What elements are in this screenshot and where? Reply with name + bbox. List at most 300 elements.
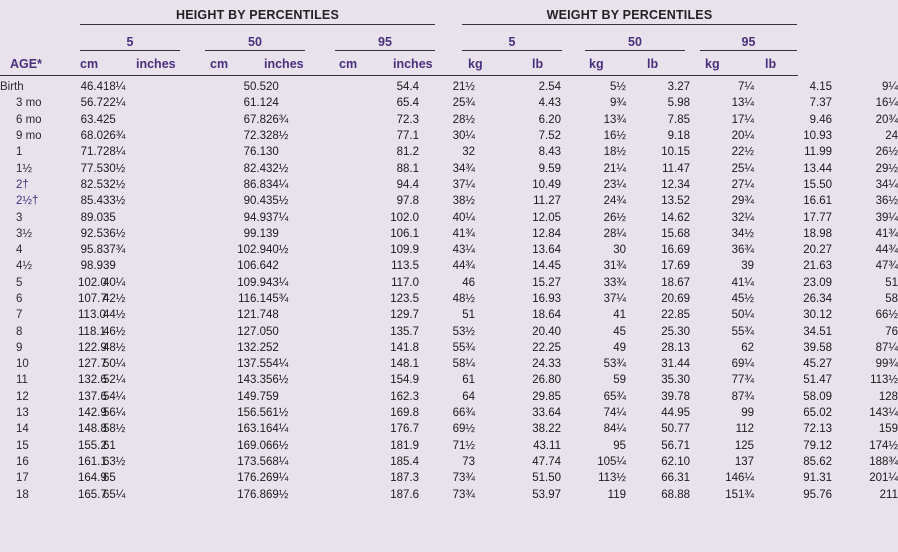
- weight-p5-kg-cell: 22.25: [532, 341, 561, 354]
- height-p5-in-cell: 39: [103, 260, 116, 273]
- height-p50-in-cell: 64¼: [266, 423, 289, 436]
- height-p5-cm-cell: 63.4: [80, 113, 103, 126]
- weight-p95-kg-cell: 34.51: [803, 325, 832, 338]
- weight-p5-lb-cell: 53¾: [603, 358, 626, 371]
- weight-p5-lb-cell: 13¾: [603, 113, 626, 126]
- weight-p50-lb-cell: 151¾: [725, 488, 754, 501]
- height-p5-cm-cell: 164.9: [78, 472, 107, 485]
- weight-p50-lb-cell: 22½: [731, 146, 754, 159]
- weight-p95-kg-cell: 26.34: [803, 293, 832, 305]
- height-p95-in-cell: 69½: [452, 423, 475, 436]
- height-p95-cm-cell: 106.1: [390, 227, 419, 240]
- weight-title-rule: [462, 24, 797, 25]
- height-p5-in-cell: 63½: [103, 455, 126, 468]
- weight-p50-kg-cell: 3.27: [667, 81, 690, 94]
- height-p50-in-cell: 54¼: [266, 358, 289, 371]
- weight-p50-kg-cell: 16.69: [661, 244, 690, 257]
- height-p5-cm-cell: 98.9: [80, 260, 103, 273]
- weight-p50-lb-cell: 27¼: [731, 178, 754, 191]
- height-p50-cm-cell: 90.4: [243, 195, 266, 208]
- height-p5-cm-cell: 102.0: [78, 276, 107, 289]
- weight-p50-lb-cell: 137: [734, 455, 754, 468]
- weight-p5-kg-cell: 51.50: [532, 472, 561, 485]
- weight-p50-kg-cell: 20.69: [661, 293, 690, 305]
- age-cell: 9 mo: [16, 130, 42, 143]
- age-cell: 8: [16, 325, 23, 338]
- age-cell: 7: [16, 309, 23, 322]
- weight-p95-kg-cell: 95.76: [803, 488, 832, 501]
- height-p50-in-cell: 30: [266, 146, 279, 159]
- height-p50-in-cell: 45¾: [266, 293, 289, 305]
- height-p5-cm-cell: 77.5: [80, 162, 103, 175]
- weight-p50-lb-cell: 7¼: [738, 81, 754, 94]
- weight-p5-kg-cell: 4.43: [538, 97, 561, 110]
- weight-p95-kg-cell: 11.99: [804, 146, 832, 159]
- height-p50-in-cell: 40½: [266, 244, 289, 257]
- weight-p5-lb-cell: 119: [607, 488, 626, 501]
- weight-p5-lb-cell: 49: [613, 341, 626, 354]
- table-row: [0, 193, 898, 209]
- weight-p5-kg-cell: 43.11: [533, 439, 561, 452]
- weight-p5-lb-cell: 16½: [603, 130, 626, 143]
- height-p5-in-cell: 52¼: [103, 374, 126, 387]
- weight-p95-lb-cell: 113½: [870, 374, 898, 387]
- weight-p95-kg-cell: 58.09: [803, 390, 832, 403]
- age-cell: 1: [16, 146, 23, 159]
- age-cell: 4½: [16, 260, 32, 273]
- height-p95-cm-cell: 94.4: [396, 178, 419, 191]
- height-p50-in-cell: 37¼: [266, 211, 289, 224]
- weight-p95-lb-cell: 99¾: [875, 358, 898, 371]
- height-p95-in-cell: 21½: [452, 81, 475, 94]
- weight-p5-kg-cell: 26.80: [532, 374, 561, 387]
- weight-p5-lb-cell: 74¼: [603, 407, 626, 420]
- weight-p5-kg-header: kg: [468, 57, 483, 71]
- weight-p5-kg-cell: 2.54: [538, 81, 561, 94]
- age-cell: 18: [16, 488, 29, 501]
- weight-p50-lb-cell: 146¼: [725, 472, 754, 485]
- height-p50-in-cell: 42: [266, 260, 279, 273]
- age-cell: 17: [16, 472, 29, 485]
- height-p50-in-cell: 43¼: [266, 276, 289, 289]
- table-row: [0, 275, 898, 291]
- height-p95-cm-cell: 97.8: [396, 195, 419, 208]
- weight-p5-kg-cell: 7.52: [538, 130, 561, 143]
- height-p50-cm-cell: 82.4: [243, 162, 266, 175]
- height-p50-cm-cell: 76.1: [243, 146, 266, 159]
- height-p5-cm-cell: 68.0: [80, 130, 103, 143]
- table-row: [0, 421, 898, 437]
- height-p5-cm-cell: 71.7: [80, 146, 103, 159]
- height-p95-in-cell: 43¼: [452, 244, 475, 257]
- weight-p5-lb-cell: 5½: [610, 81, 626, 94]
- height-p95-label: 95: [378, 35, 392, 49]
- table-row: [0, 79, 898, 95]
- weight-p50-lb-cell: 36¾: [731, 244, 754, 257]
- height-p5-in-cell: 22¼: [103, 97, 126, 110]
- age-cell: 15: [16, 439, 29, 452]
- height-p5-in-cell: 65¼: [103, 488, 126, 501]
- weight-p50-kg-cell: 50.77: [661, 423, 690, 436]
- height-p95-in-cell: 41¾: [452, 227, 475, 240]
- height-p95-rule: [335, 50, 435, 51]
- height-p95-cm-cell: 65.4: [396, 97, 419, 110]
- weight-p5-lb-cell: 41: [613, 309, 626, 322]
- weight-p5-lb-cell: 65¾: [603, 390, 626, 403]
- height-p50-cm-cell: 106.6: [237, 260, 266, 273]
- weight-p95-lb-cell: 211: [879, 488, 898, 501]
- weight-p5-kg-cell: 6.20: [538, 113, 561, 126]
- height-p95-in-cell: 37¼: [452, 178, 475, 191]
- weight-p5-lb-cell: 59: [613, 374, 626, 387]
- height-p95-cm-cell: 141.8: [390, 341, 419, 354]
- height-p95-in-cell: 28½: [452, 113, 475, 126]
- height-p5-cm-cell: 137.6: [78, 390, 107, 403]
- weight-p5-lb-cell: 21¼: [603, 162, 626, 175]
- height-p50-cm-cell: 156.5: [237, 407, 266, 420]
- weight-p50-kg-cell: 28.13: [661, 341, 690, 354]
- height-p50-rule: [205, 50, 305, 51]
- height-p95-in-cell: 46: [462, 276, 475, 289]
- weight-p5-kg-cell: 12.84: [532, 227, 561, 240]
- table-row: [0, 470, 898, 486]
- height-p5-cm-cell: 148.8: [78, 423, 107, 436]
- height-p5-cm-cell: 155.2: [78, 439, 107, 452]
- age-cell: 9: [16, 341, 23, 354]
- table-row: [0, 405, 898, 421]
- height-p5-cm-cell: 113.0: [78, 309, 106, 322]
- age-cell: 2½†: [16, 195, 39, 208]
- weight-p50-lb-cell: 25¼: [731, 162, 754, 175]
- weight-p50-label: 50: [628, 35, 642, 49]
- height-p5-label: 5: [126, 35, 134, 49]
- height-p50-cm-cell: 116.1: [238, 293, 266, 305]
- weight-p95-kg-cell: 13.44: [803, 162, 832, 175]
- height-p5-cm-header: cm: [80, 57, 99, 71]
- age-cell: 11: [16, 374, 28, 387]
- weight-p5-kg-cell: 10.49: [532, 178, 561, 191]
- header-bottom-rule: [0, 75, 798, 76]
- weight-p50-kg-cell: 14.62: [661, 211, 690, 224]
- weight-p50-lb-cell: 55¾: [731, 325, 754, 338]
- weight-p95-lb-cell: 128: [878, 390, 898, 403]
- weight-p5-lb-cell: 18½: [603, 146, 626, 159]
- weight-p95-kg-header: kg: [705, 57, 720, 71]
- height-p95-in-cell: 32: [462, 146, 475, 159]
- weight-p50-lb-cell: 69¼: [731, 358, 754, 371]
- weight-p50-kg-cell: 10.15: [661, 146, 690, 159]
- height-p50-cm-cell: 94.9: [243, 211, 266, 224]
- weight-p95-kg-cell: 39.58: [803, 341, 832, 354]
- weight-p95-lb-cell: 26½: [875, 146, 898, 159]
- table-row: [0, 389, 898, 405]
- height-p5-cm-cell: 56.7: [80, 97, 103, 110]
- age-cell: 2†: [16, 178, 29, 191]
- weight-p95-kg-cell: 72.13: [803, 423, 832, 436]
- height-p95-in-cell: 30¼: [452, 130, 475, 143]
- weight-p50-kg-cell: 5.98: [667, 97, 690, 110]
- weight-p50-lb-cell: 32¼: [731, 211, 754, 224]
- weight-p5-kg-cell: 11.27: [533, 195, 561, 208]
- table-row: [0, 177, 898, 193]
- age-cell: 4: [16, 244, 23, 257]
- weight-p95-lb-cell: 34¼: [875, 178, 898, 191]
- height-p5-in-cell: 30½: [103, 162, 126, 175]
- weight-p95-rule: [700, 50, 797, 51]
- age-cell: 6 mo: [16, 113, 42, 126]
- table-row: [0, 242, 898, 258]
- weight-p50-lb-header: lb: [647, 57, 659, 71]
- height-title-rule: [80, 24, 435, 25]
- height-p50-cm-cell: 149.7: [237, 390, 266, 403]
- age-cell: Birth: [0, 81, 24, 94]
- height-p50-cm-cell: 143.3: [237, 374, 266, 387]
- weight-p50-lb-cell: 125: [734, 439, 754, 452]
- weight-p5-kg-cell: 47.74: [532, 455, 561, 468]
- weight-p95-kg-cell: 30.12: [803, 309, 832, 322]
- height-p5-in-cell: 46½: [103, 325, 126, 338]
- table-row: [0, 160, 898, 176]
- weight-p5-kg-cell: 20.40: [532, 325, 561, 338]
- weight-p95-lb-cell: 188¾: [869, 455, 898, 468]
- height-p5-in-cell: 44½: [103, 309, 126, 322]
- height-p95-cm-cell: 117.0: [391, 276, 419, 289]
- weight-p95-kg-cell: 10.93: [803, 130, 832, 143]
- height-p95-cm-cell: 81.2: [396, 146, 419, 159]
- height-p5-cm-cell: 165.7: [78, 488, 107, 501]
- table-row: [0, 340, 898, 356]
- weight-p50-lb-cell: 34½: [731, 227, 754, 240]
- height-p95-in-cell: 34¾: [452, 162, 475, 175]
- height-p50-in-cell: 56½: [266, 374, 289, 387]
- weight-p50-kg-cell: 39.78: [661, 390, 690, 403]
- height-p5-in-cell: 26¾: [103, 130, 126, 143]
- weight-p5-kg-cell: 33.64: [532, 407, 561, 420]
- height-p95-cm-cell: 109.9: [390, 244, 419, 257]
- table-row: [0, 356, 898, 372]
- age-cell: 16: [16, 455, 29, 468]
- weight-p5-lb-cell: 28¼: [603, 227, 626, 240]
- height-p50-in-cell: 24: [266, 97, 279, 110]
- height-p50-in-cell: 59: [266, 390, 279, 403]
- height-p95-cm-header: cm: [339, 57, 358, 71]
- weight-p50-lb-cell: 29¾: [731, 195, 754, 208]
- table-row: [0, 486, 898, 502]
- weight-p5-lb-header: lb: [532, 57, 544, 71]
- height-p50-cm-cell: 163.1: [237, 423, 266, 436]
- height-p5-in-cell: 56¼: [103, 407, 126, 420]
- weight-p95-lb-cell: 66½: [875, 309, 898, 322]
- height-p95-cm-cell: 181.9: [390, 439, 419, 452]
- weight-p50-kg-cell: 22.85: [661, 309, 690, 322]
- table-row: [0, 226, 898, 242]
- height-p50-in-cell: 48: [266, 309, 279, 322]
- height-p5-in-cell: 40¼: [103, 276, 126, 289]
- weight-p95-lb-header: lb: [765, 57, 777, 71]
- age-cell: 5: [16, 276, 23, 289]
- weight-p95-lb-cell: 39¼: [875, 211, 898, 224]
- weight-p50-lb-cell: 112: [735, 423, 754, 436]
- height-p50-in-cell: 28½: [266, 130, 289, 143]
- height-p50-cm-cell: 121.7: [237, 309, 266, 322]
- height-p50-in-cell: 32½: [266, 162, 289, 175]
- height-p5-in-cell: 18¼: [103, 81, 126, 94]
- age-cell: 3: [16, 211, 23, 224]
- weight-p95-kg-cell: 51.47: [803, 374, 832, 387]
- height-p95-in-cell: 53½: [452, 325, 475, 338]
- height-p50-in-cell: 50: [266, 325, 279, 338]
- height-p5-in-cell: 36½: [103, 227, 126, 240]
- weight-p50-kg-cell: 35.30: [661, 374, 690, 387]
- weight-p50-kg-cell: 66.31: [661, 472, 690, 485]
- weight-p95-kg-cell: 23.09: [803, 276, 832, 289]
- weight-p50-lb-cell: 17¼: [731, 113, 754, 126]
- weight-p5-lb-cell: 113½: [598, 472, 626, 485]
- table-row: [0, 307, 898, 323]
- height-p50-cm-cell: 176.8: [237, 488, 266, 501]
- height-p5-in-cell: 50¼: [103, 358, 126, 371]
- height-p95-cm-cell: 187.3: [390, 472, 419, 485]
- height-p5-cm-cell: 95.8: [80, 244, 103, 257]
- height-p95-cm-cell: 154.9: [390, 374, 419, 387]
- weight-p95-kg-cell: 18.98: [803, 227, 832, 240]
- height-p50-cm-cell: 72.3: [243, 130, 266, 143]
- age-cell: 14: [16, 423, 29, 436]
- height-p50-in-cell: 39: [266, 227, 279, 240]
- weight-p5-kg-cell: 14.45: [532, 260, 561, 273]
- height-p95-cm-cell: 113.5: [391, 260, 419, 273]
- weight-p5-lb-cell: 26½: [603, 211, 626, 224]
- weight-p95-kg-cell: 45.27: [803, 358, 832, 371]
- weight-p5-kg-cell: 15.27: [532, 276, 561, 289]
- height-p95-cm-cell: 123.5: [390, 293, 419, 305]
- weight-p95-lb-cell: 16¼: [875, 97, 898, 110]
- height-p50-cm-cell: 127.0: [237, 325, 266, 338]
- height-p5-in-cell: 35: [103, 211, 116, 224]
- weight-p95-kg-cell: 79.12: [803, 439, 832, 452]
- weight-p5-kg-cell: 29.85: [532, 390, 561, 403]
- age-cell: 3½: [16, 227, 32, 240]
- weight-p5-rule: [462, 50, 562, 51]
- weight-p5-kg-cell: 16.93: [532, 293, 561, 305]
- table-row: [0, 323, 898, 339]
- height-p5-in-cell: 25: [103, 113, 116, 126]
- weight-p95-lb-cell: 201¼: [869, 472, 898, 485]
- table-row: [0, 438, 898, 454]
- height-p50-cm-cell: 137.5: [237, 358, 266, 371]
- weight-p95-lb-cell: 20¾: [875, 113, 898, 126]
- height-p50-cm-cell: 102.9: [237, 244, 266, 257]
- weight-p95-kg-cell: 91.31: [803, 472, 832, 485]
- height-p5-in-cell: 65: [103, 472, 116, 485]
- weight-p95-kg-cell: 20.27: [803, 244, 832, 257]
- weight-p5-lb-cell: 84¼: [603, 423, 626, 436]
- height-p50-label: 50: [248, 35, 262, 49]
- height-p50-cm-cell: 176.2: [237, 472, 266, 485]
- age-column-header: AGE*: [10, 57, 42, 71]
- height-p50-in-cell: 52: [266, 341, 279, 354]
- weight-p50-kg-cell: 17.69: [661, 260, 690, 273]
- weight-p50-kg-cell: 25.30: [661, 325, 690, 338]
- height-p95-cm-cell: 88.1: [396, 162, 419, 175]
- weight-p5-kg-cell: 38.22: [532, 423, 561, 436]
- height-p95-in-cell: 44¾: [452, 260, 475, 273]
- weight-p50-kg-header: kg: [589, 57, 604, 71]
- height-p5-in-cell: 37¾: [103, 244, 126, 257]
- height-p5-in-cell: 28¼: [103, 146, 126, 159]
- height-p95-in-cell: 40¼: [452, 211, 475, 224]
- weight-p50-kg-cell: 56.71: [661, 439, 690, 452]
- height-p50-in-cell: 69½: [266, 488, 289, 501]
- weight-p95-kg-cell: 21.63: [803, 260, 832, 273]
- weight-p50-lb-cell: 13¼: [731, 97, 754, 110]
- height-p50-cm-cell: 86.8: [243, 178, 266, 191]
- weight-p95-lb-cell: 174½: [869, 439, 898, 452]
- age-cell: 10: [16, 358, 29, 371]
- weight-p50-lb-cell: 62: [741, 341, 754, 354]
- height-p50-in-header: inches: [264, 57, 304, 71]
- weight-p95-kg-cell: 17.77: [803, 211, 832, 224]
- weight-p95-lb-cell: 41¾: [875, 227, 898, 240]
- weight-p50-lb-cell: 99: [741, 407, 754, 420]
- height-p5-cm-cell: 142.9: [78, 407, 107, 420]
- weight-p5-kg-cell: 13.64: [532, 244, 561, 257]
- weight-p50-kg-cell: 9.18: [667, 130, 690, 143]
- height-p95-in-cell: 73¾: [452, 472, 475, 485]
- weight-p5-lb-cell: 30: [613, 244, 626, 257]
- height-section-title: HEIGHT BY PERCENTILES: [175, 8, 340, 22]
- weight-p95-lb-cell: 44¾: [875, 244, 898, 257]
- height-p50-in-cell: 20: [266, 81, 279, 94]
- weight-p95-lb-cell: 58: [885, 293, 898, 305]
- weight-p95-lb-cell: 143¼: [869, 407, 898, 420]
- height-p95-in-cell: 58¼: [452, 358, 475, 371]
- weight-p50-kg-cell: 62.10: [661, 455, 690, 468]
- table-row: [0, 112, 898, 128]
- height-p95-cm-cell: 77.1: [396, 130, 419, 143]
- age-cell: 6: [16, 293, 23, 305]
- height-p50-cm-cell: 67.8: [243, 113, 266, 126]
- weight-p95-lb-cell: 9¼: [882, 81, 898, 94]
- weight-p50-kg-cell: 7.85: [667, 113, 690, 126]
- weight-p5-lb-cell: 9¾: [610, 97, 626, 110]
- weight-p5-kg-cell: 8.43: [538, 146, 561, 159]
- table-row: [0, 454, 898, 470]
- height-p95-in-cell: 25¾: [452, 97, 475, 110]
- weight-p5-kg-cell: 12.05: [532, 211, 561, 224]
- weight-p5-label: 5: [508, 35, 516, 49]
- weight-p95-kg-cell: 16.61: [803, 195, 832, 208]
- weight-p5-kg-cell: 9.59: [538, 162, 561, 175]
- height-p5-cm-cell: 107.7: [78, 293, 107, 305]
- age-cell: 13: [16, 407, 29, 420]
- table-row: [0, 291, 898, 307]
- height-p95-in-cell: 71½: [452, 439, 475, 452]
- weight-p5-lb-cell: 45: [613, 325, 626, 338]
- height-p95-cm-cell: 187.6: [390, 488, 419, 501]
- height-p50-in-cell: 35½: [266, 195, 289, 208]
- height-p50-in-cell: 26¾: [266, 113, 289, 126]
- weight-p95-kg-cell: 7.37: [809, 97, 832, 110]
- table-row: [0, 128, 898, 144]
- weight-p50-lb-cell: 87¾: [731, 390, 754, 403]
- weight-p95-lb-cell: 87¼: [875, 341, 898, 354]
- height-p50-cm-cell: 109.9: [237, 276, 266, 289]
- weight-p50-kg-cell: 44.95: [661, 407, 690, 420]
- weight-p50-kg-cell: 11.47: [662, 162, 690, 175]
- height-p5-in-cell: 54¼: [103, 390, 126, 403]
- weight-p95-lb-cell: 159: [878, 423, 898, 436]
